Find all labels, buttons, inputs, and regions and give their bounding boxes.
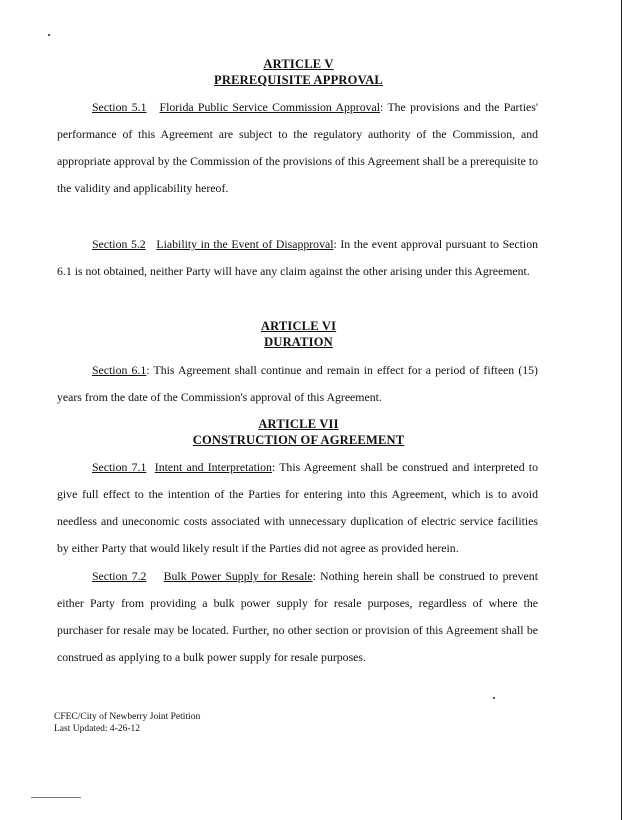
section-6-1-body: : This Agreement shall continue and remain in effect for a period of fifteen (15) years from the date of the Commission's approval of this Agreement. — [57, 363, 538, 404]
section-5-2-body: : In the event approval pursuant to Section 6.1 is not obtained, neither Party will have any claim against the other arising under this Agreement. — [57, 237, 538, 278]
article-5-title: ARTICLE V — [263, 57, 334, 71]
section-7-1-body: : This Agreement shall be construed and interpreted to give full effect to the intention of the Parties for entering into this Agreement, which is to avoid needless and uneconomic costs associated with unnecessary duplication of electric service facilities by either Party that would likely result if the Parties did not agree as provided herein. — [57, 460, 538, 555]
footer-rule — [31, 797, 81, 798]
article-5-subtitle: PREREQUISITE APPROVAL — [214, 73, 383, 87]
article-6-subtitle: DURATION — [264, 335, 333, 349]
scan-speck — [48, 34, 50, 36]
article-7-subtitle: CONSTRUCTION OF AGREEMENT — [192, 433, 405, 447]
section-7-1-heading: Intent and Interpretation — [154, 460, 272, 474]
section-5-2-label: Section 5.2 — [92, 237, 146, 251]
scan-edge — [621, 0, 622, 820]
section-5-2-heading: Liability in the Event of Disapproval — [156, 237, 334, 251]
footer-updated: Last Updated: 4-26-12 — [54, 724, 141, 734]
section-6-1 — [57, 357, 538, 411]
section-7-2 — [57, 563, 538, 671]
article-6-title: ARTICLE VI — [260, 319, 337, 333]
scan-speck — [493, 697, 495, 699]
footer-petition: CFEC/City of Newberry Joint Petition — [54, 712, 201, 722]
section-7-2-label: Section 7.2 — [92, 569, 147, 583]
page-footer — [54, 711, 200, 735]
section-5-1-label: Section 5.1 — [92, 100, 147, 114]
section-7-1 — [57, 454, 538, 562]
section-5-1-heading: Florida Public Service Commission Approval — [159, 100, 381, 114]
section-7-1-label: Section 7.1 — [92, 460, 147, 474]
section-6-1-label: Section 6.1 — [92, 363, 147, 377]
article-7-title: ARTICLE VII — [258, 417, 339, 431]
section-7-2-heading: Bulk Power Supply for Resale — [163, 569, 313, 583]
section-5-2 — [57, 231, 538, 285]
section-7-2-body: : Nothing herein shall be construed to prevent either Party from providing a bulk power supply for resale purposes, regardless of where the purchaser for resale may be located. Further, no other section or provision of this Agreement shall be construed as applying to a bulk power supply for resale purposes. — [57, 569, 538, 664]
section-5-1-body: : The provisions and the Parties' performance of this Agreement are subject to the regulatory authority of the Commission, and appropriate approval by the Commission of the provisions of this Agreement shall be a prerequisite to the validity and applicability hereof. — [57, 100, 538, 195]
section-5-1 — [57, 94, 538, 202]
